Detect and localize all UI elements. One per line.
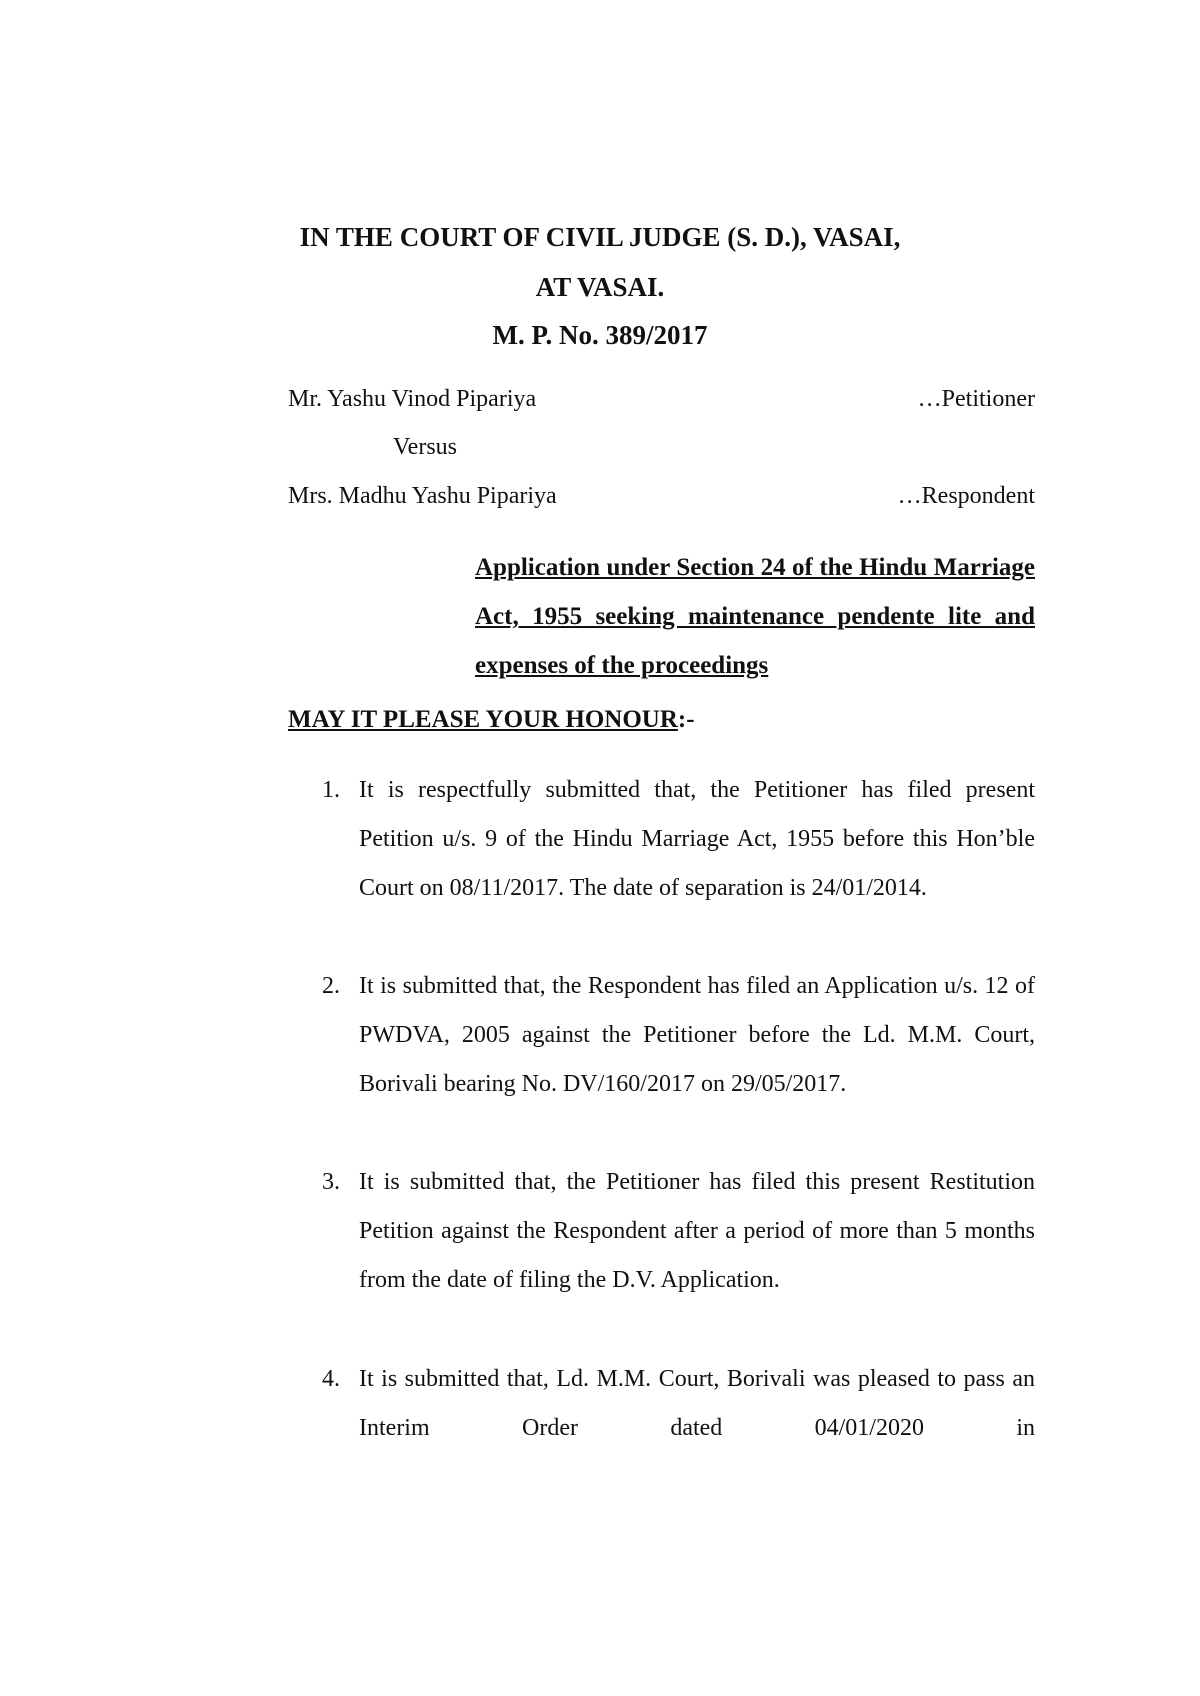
paragraph-number: 4. xyxy=(322,1366,340,1392)
respondent-role: …Respondent xyxy=(897,483,1035,509)
paragraph-text: It is submitted that, the Respondent has filed an Application u/s. 12 of PWDVA, 2005 against the Petitioner before the Ld. M.M. Court, Borivali bearing No. DV/160/2017 on 29/05/2017. xyxy=(359,973,1035,1097)
court-place: AT VASAI. xyxy=(535,272,665,302)
paragraph-number: 2. xyxy=(322,973,340,999)
paragraph-text: It is respectfully submitted that, the Petitioner has filed present Petition u/s. 9 of the Hindu Marriage Act, 1955 before this Hon’ble Court on 08/11/2017. The date of separation is 24/01/2014. xyxy=(359,777,1035,901)
case-number: M. P. No. 389/2017 xyxy=(492,320,708,350)
petitioner-name: Mr. Yashu Vinod Pipariya xyxy=(288,386,537,412)
paragraph-2 xyxy=(322,962,1035,1109)
paragraph-text: It is submitted that, the Petitioner has filed this present Restitution Petition against the Respondent after a period of more than 5 months from the date of filing the D.V. Application. xyxy=(359,1169,1035,1293)
court-heading: IN THE COURT OF CIVIL JUDGE (S. D.), VASAI, xyxy=(299,222,901,252)
application-subject: Application under Section 24 of the Hindu Marriage Act, 1955 seeking maintenance pendente lite and expenses of the proceedings xyxy=(475,554,1035,679)
paragraph-text: It is submitted that, Ld. M.M. Court, Borivali was pleased to pass an Interim Order dated 04/01/2020 in xyxy=(359,1366,1035,1441)
paragraph-1 xyxy=(322,766,1035,913)
paragraph-number: 1. xyxy=(322,777,340,803)
paragraph-number: 3. xyxy=(322,1169,340,1195)
versus-label: Versus xyxy=(393,434,457,460)
petitioner-role: …Petitioner xyxy=(917,386,1035,412)
respondent-name: Mrs. Madhu Yashu Pipariya xyxy=(288,483,557,509)
paragraph-4 xyxy=(322,1355,1035,1453)
paragraph-3 xyxy=(322,1158,1035,1305)
salutation-suffix: :- xyxy=(677,706,695,733)
salutation-text: MAY IT PLEASE YOUR HONOUR xyxy=(288,706,678,733)
salutation xyxy=(288,706,695,734)
